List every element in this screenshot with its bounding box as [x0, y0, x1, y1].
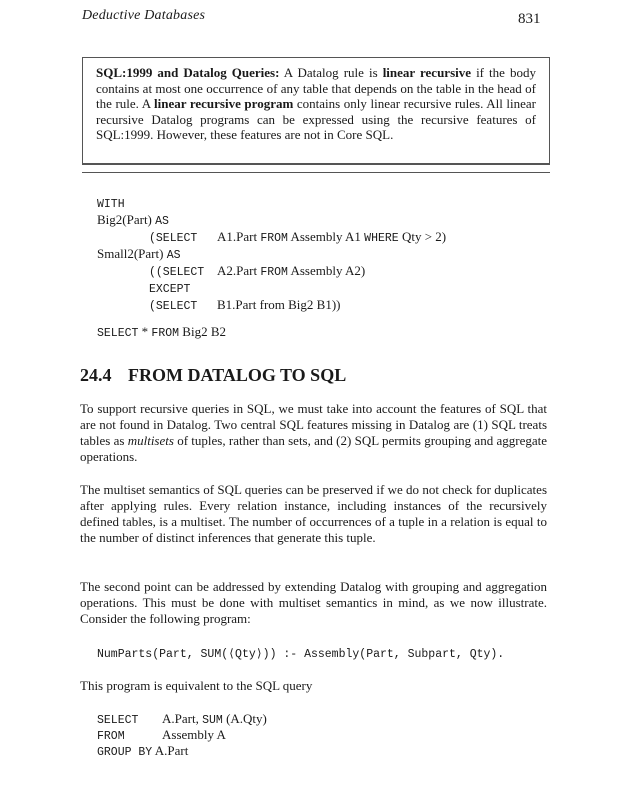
code2-from-body: Assembly A [162, 727, 226, 742]
code-line-final-select: SELECT * FROM Big2 B2 [97, 324, 226, 340]
note-box-heading: SQL:1999 and Datalog Queries: [96, 65, 280, 80]
code-line-except: EXCEPT [149, 283, 191, 296]
section-number: 24.4 [80, 365, 112, 385]
note-box-text [96, 65, 536, 143]
separator-rule [82, 172, 550, 173]
code-line-small2-select1-body: A2.Part FROM Assembly A2) [217, 263, 366, 279]
code-line-small2-select1: ((SELECT [149, 266, 205, 279]
paragraph-4: This program is equivalent to the SQL query [80, 678, 313, 693]
code-line-small2-select2-body: B1.Part from Big2 B1)) [217, 297, 341, 312]
code2-select-body: A.Part, SUM (A.Qty) [162, 711, 267, 727]
code-line-small2: Small2(Part) AS [97, 246, 181, 262]
note-text-1: A Datalog rule is [279, 65, 383, 80]
code-line-small2-select2: (SELECT [149, 300, 198, 313]
note-text-3: contains only linear recursive rules. All linear recursive Datalog programs can be expressed using the recursive features of SQL:1999. However, these features are not in Core SQL. [96, 96, 536, 143]
term-linear-recursive: linear recursive [382, 65, 472, 80]
code-line-big2-select-body: A1.Part FROM Assembly A1 WHERE Qty > 2) [217, 229, 447, 245]
code-line-big2-select: (SELECT [149, 232, 198, 245]
paragraph-3: The second point can be addressed by extending Datalog with grouping and aggregation operations. This must be done with multiset semantics in mind, as we now illustrate. Consider the following program: [80, 579, 547, 626]
section-heading [80, 365, 346, 386]
page-number: 831 [518, 11, 541, 27]
code-line-with: WITH [97, 198, 125, 211]
emphasis-multisets: multisets [127, 433, 174, 448]
term-linear-recursive-program: linear recursive program [154, 96, 294, 112]
code2-from-kw: FROM [97, 730, 125, 743]
paragraph-2: The multiset semantics of SQL queries can be preserved if we do not check for duplicates after applying rules. Every relation instance, including instances of the recursively defined tables, is a multiset. The number of occurrences of a tuple in a relation is equal to the number of distinct inferences that generate this tuple. [80, 482, 547, 545]
note-box [82, 57, 550, 165]
code-line-big2: Big2(Part) AS [97, 212, 169, 228]
code2-select-kw: SELECT [97, 714, 139, 727]
paragraph-1: To support recursive queries in SQL, we must take into account the features of SQL that are not found in Datalog. Two central SQL features missing in Datalog are (1) SQL treats tables as multisets of tuples, rather than sets, and (2) SQL permits grouping and aggregate operations. [80, 401, 547, 464]
note-text-2: if the body contains at most one occurrence of any table that depends on the table in the head of the rule. A [96, 65, 536, 112]
datalog-program: NumParts(Part, SUM(⟨Qty⟩)) :- Assembly(Part, Subpart, Qty). [97, 648, 505, 661]
section-title: FROM DATALOG TO SQL [128, 365, 347, 385]
code2-groupby: GROUP BY A.Part [97, 743, 189, 759]
running-title: Deductive Databases [82, 8, 206, 23]
